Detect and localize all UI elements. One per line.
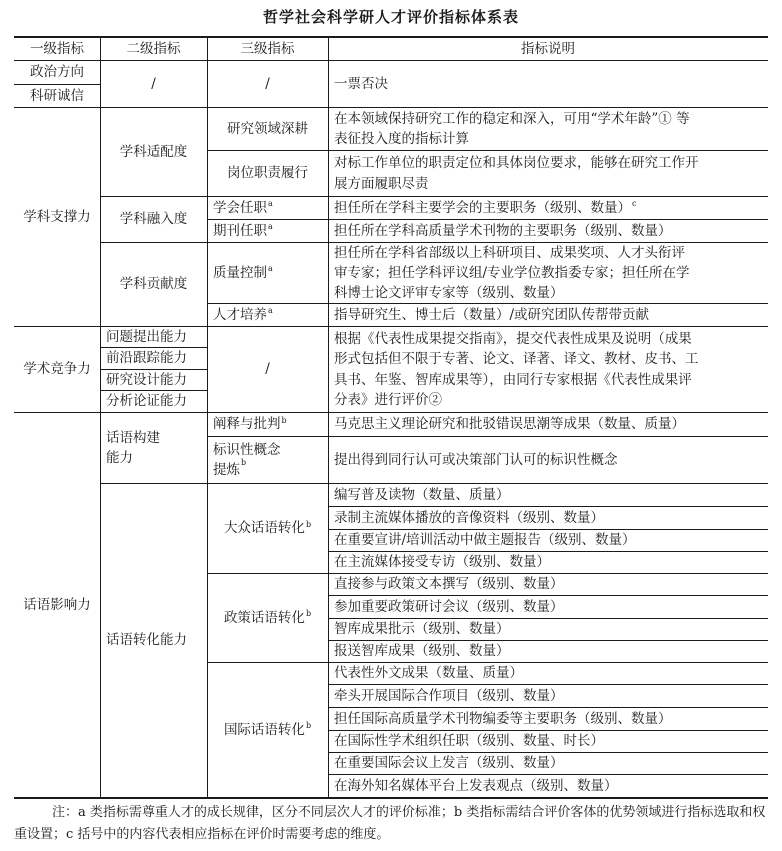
desc-public-4: 在主流媒体接受专访（级别、数量） bbox=[334, 554, 550, 571]
l3-talent: 人才培养 $^a$ bbox=[213, 306, 273, 323]
desc-quality: 担任所在学科省部级以上科研项目、成果奖项、人才头衔评 审专家；担任学科评议组/专业学位教指委专家；担任所在学 科博士论文评审专家等（级别、数量） bbox=[334, 244, 690, 302]
l3-deep-research: 研究领域深耕 bbox=[227, 120, 308, 137]
header-l3: 三级指标 bbox=[240, 40, 295, 57]
header-l1: 一级指标 bbox=[30, 40, 84, 57]
l3-concept: 标识性概念 提炼$^b$ bbox=[213, 441, 281, 478]
l3-journal: 期刊任职 $^a$ bbox=[213, 222, 273, 239]
l3-public: 大众话语转化 $^b$ bbox=[223, 519, 312, 537]
desc-intl-6: 在海外知名媒体平台上发表观点（级别、数量） bbox=[334, 777, 618, 794]
l2-fit: 学科适配度 bbox=[119, 143, 188, 160]
l2-integration: 学科融入度 bbox=[119, 211, 188, 228]
desc-policy-3: 智库成果批示（级别、数量） bbox=[334, 621, 510, 638]
desc-policy-4: 报送智库成果（级别、数量） bbox=[334, 643, 510, 660]
l1-political: 政治方向 bbox=[30, 64, 84, 81]
desc-policy-2: 参加重要政策研讨会议（级别、数量） bbox=[334, 598, 564, 615]
desc-duty: 对标工作单位的职责定位和具体岗位要求，能够在研究工作开 展方面履职尽责 bbox=[334, 155, 699, 192]
table-title: 哲学社会科学研人才评价指标体系表 bbox=[262, 8, 519, 26]
desc-talent: 指导研究生、博士后（数量）/或研究团队传帮带贡献 bbox=[334, 306, 650, 323]
l3-quality: 质量控制 $^a$ bbox=[213, 264, 273, 281]
desc-public-1: 编写普及读物（数量、质量） bbox=[334, 486, 510, 503]
desc-intl-3: 担任国际高质量学术刊物编委等主要职务（级别、数量） bbox=[334, 710, 672, 727]
l2-analysis: 分析论证能力 bbox=[106, 393, 187, 410]
desc-interpret: 马克思主义理论研究和批驳错误思潮等成果（数量、质量） bbox=[334, 416, 685, 433]
desc-society: 担任所在学科主要学会的主要职务（级别、数量） $^c$ bbox=[334, 199, 637, 216]
desc-concept: 提出得到同行认可或决策部门认可的标识性概念 bbox=[334, 451, 618, 468]
l3-international: 国际话语转化 $^b$ bbox=[223, 721, 312, 738]
desc-policy-1: 直接参与政策文本撰写（级别、数量） bbox=[334, 576, 564, 593]
l1-discipline-support: 学科支撑力 bbox=[23, 208, 91, 225]
desc-representative: 根据《代表性成果提交指南》，提交代表性成果及说明（成果 形式包括但不限于专著、论文、译著、译文、教材、皮书、工 具书、年鉴、智库成果等），由同行专家根据《代表性成果评 分表》进行评价② bbox=[334, 331, 699, 408]
desc-veto: 一票否决 bbox=[334, 75, 388, 92]
l1-integrity: 科研诚信 bbox=[30, 87, 84, 104]
desc-public-2: 录制主流媒体播放的音像资料（级别、数量） bbox=[334, 509, 604, 526]
l3-interpret: 阐释与批判 $^b$ bbox=[213, 415, 287, 433]
desc-public-3: 在重要宣讲/培训活动中做主题报告（级别、数量） bbox=[334, 532, 636, 549]
slash-l3-competitiveness: / bbox=[265, 361, 270, 378]
l1-academic-competitiveness: 学术竞争力 bbox=[23, 361, 91, 378]
desc-deep-research: 在本领域保持研究工作的稳定和深入，可用“学术年龄”① 等 表征投入度的指标计算 bbox=[334, 110, 690, 147]
l2-design: 研究设计能力 bbox=[106, 371, 187, 388]
table-note: 注：a 类指标需尊重人才的成长规律，区分不同层次人才的评价标准；b 类指标需结合评价客体的优势领域进行指标选取和权重设置；c 括号中的内容代表相应指标在评价时需要考虑的维度。 bbox=[14, 805, 766, 842]
l3-society: 学会任职 $^a$ bbox=[213, 199, 273, 216]
l2-transformation: 话语转化能力 bbox=[106, 632, 187, 649]
desc-intl-1: 代表性外文成果（数量、质量） bbox=[334, 665, 523, 682]
l2-frontier: 前沿跟踪能力 bbox=[106, 350, 187, 367]
l2-problem: 问题提出能力 bbox=[106, 328, 187, 345]
desc-intl-2: 牵头开展国际合作项目（级别、数量） bbox=[334, 687, 564, 704]
l3-duty: 岗位职责履行 bbox=[227, 165, 308, 182]
l2-construction: 话语构建 能力 bbox=[106, 429, 160, 466]
desc-intl-5: 在重要国际会议上发言（级别、数量） bbox=[334, 755, 564, 772]
slash-l2: / bbox=[151, 75, 156, 92]
header-desc: 指标说明 bbox=[521, 40, 575, 57]
desc-journal: 担任所在学科高质量学术刊物的主要职务（级别、数量） bbox=[334, 222, 672, 239]
l2-contribution: 学科贡献度 bbox=[119, 276, 188, 293]
desc-intl-4: 在国际性学术组织任职（级别、数量、时长） bbox=[334, 733, 604, 750]
header-l2: 二级指标 bbox=[126, 40, 181, 57]
l3-policy: 政策话语转化 $^b$ bbox=[223, 609, 312, 626]
bottom-rule bbox=[14, 797, 768, 799]
slash-l3: / bbox=[265, 75, 270, 92]
l1-discourse-influence: 话语影响力 bbox=[23, 596, 91, 613]
